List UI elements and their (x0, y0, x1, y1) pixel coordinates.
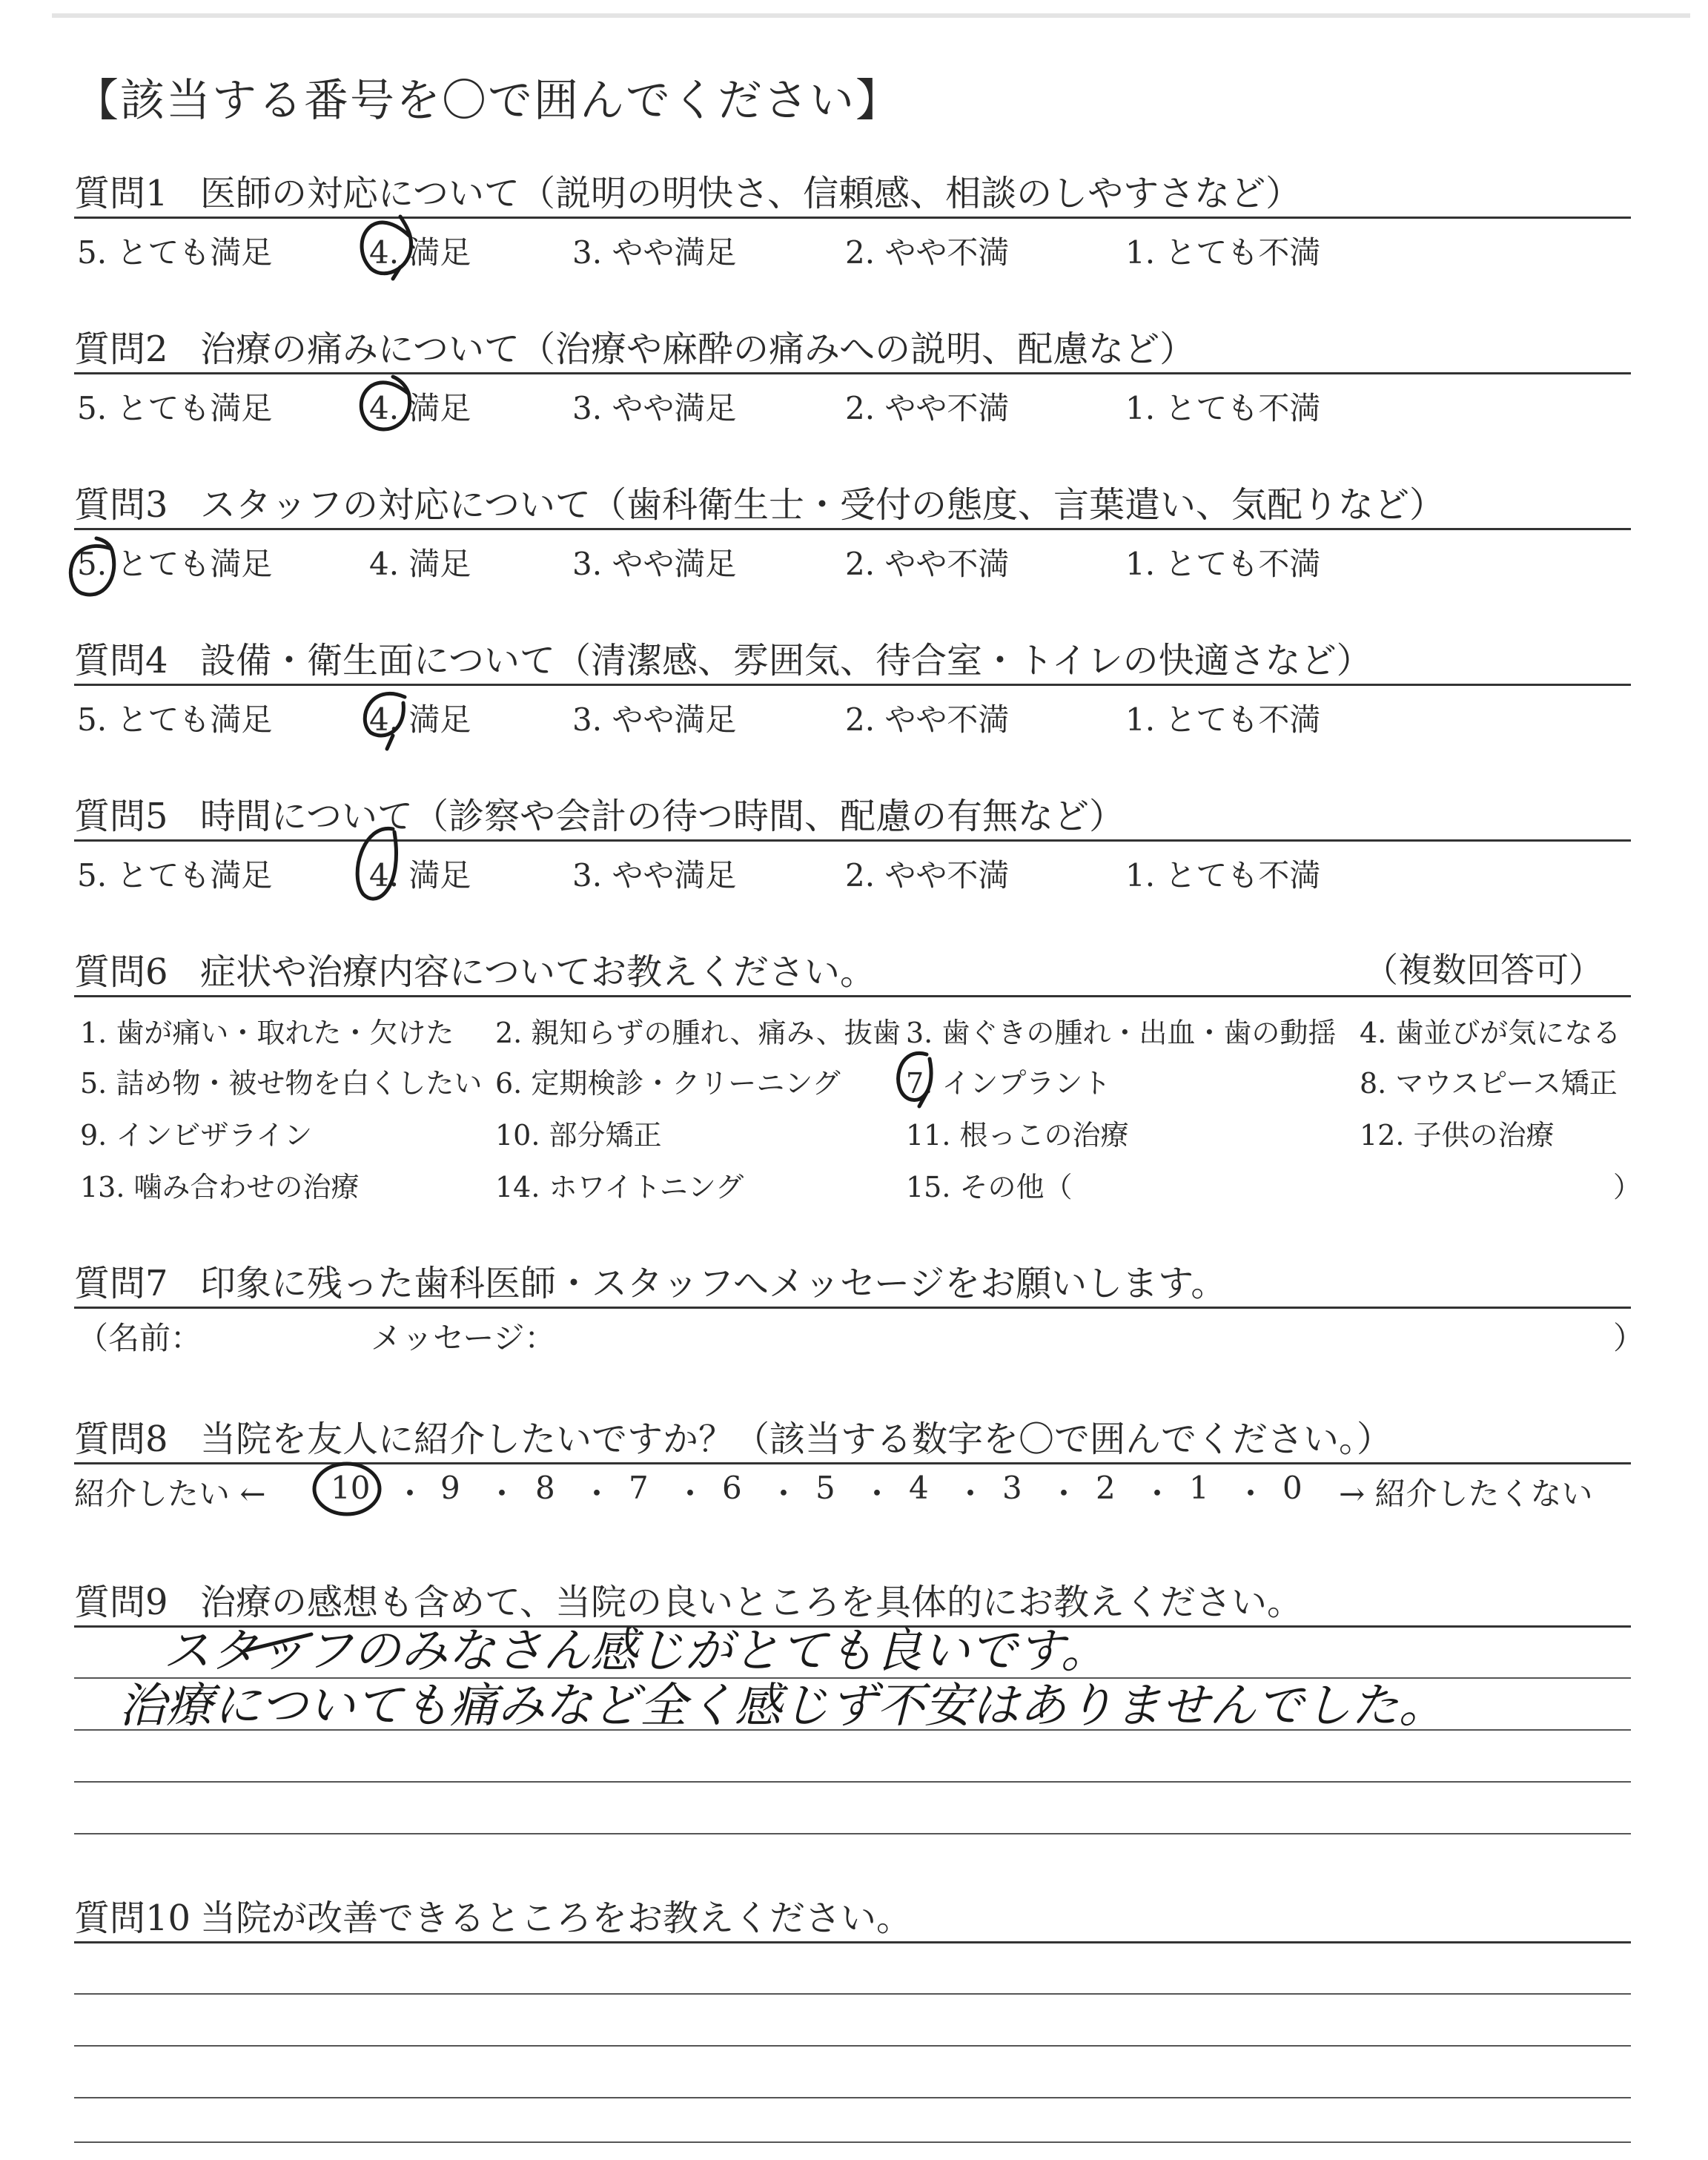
q1-option-3[interactable]: 3. やや満足 (572, 234, 737, 271)
q7-label: 質問7 (74, 1263, 168, 1304)
q8-dot: ・ (394, 1476, 426, 1512)
q10-answer-line[interactable] (74, 2141, 1631, 2143)
q9-answer-line-1: スタッフのみなさん感じがとても良いです。 (163, 1624, 1108, 1679)
q4-option-4[interactable]: 4. 満足 (369, 701, 471, 738)
q4-option-3[interactable]: 3. やや満足 (572, 701, 737, 738)
q6-item-1[interactable]: 1. 歯が痛い・取れた・欠けた (80, 1017, 454, 1049)
q2-option-1[interactable]: 1. とても不満 (1125, 390, 1321, 426)
q9-answer-line-2: 治療についても痛みなど全く感じず不安はありませんでした。 (119, 1679, 1446, 1734)
q6-rule (74, 995, 1631, 997)
q8-scale-8[interactable]: 8 (535, 1470, 555, 1506)
q5-option-3[interactable]: 3. やや満足 (572, 857, 737, 894)
q1-option-2[interactable]: 2. やや不満 (845, 234, 1010, 271)
q7-name-label[interactable]: （名前： (77, 1320, 202, 1356)
q5-title (74, 787, 1125, 839)
q8-scale-0[interactable]: 0 (1282, 1470, 1302, 1506)
q9-answer-line[interactable] (74, 1833, 1631, 1834)
q8-right-label: → 紹介したくない (1339, 1476, 1593, 1512)
q8-scale-4[interactable]: 4 (909, 1470, 929, 1506)
q7-rule (74, 1307, 1631, 1309)
q8-left-label: 紹介したい ← (74, 1476, 266, 1512)
q6-item-9[interactable]: 9. インビザライン (80, 1119, 313, 1152)
q4-option-5[interactable]: 5. とても満足 (77, 701, 273, 738)
q10-answer-line[interactable] (74, 1993, 1631, 1995)
q2-rule (74, 372, 1631, 374)
q6-item-8[interactable]: 8. マウスピース矯正 (1360, 1067, 1618, 1100)
q8-dot: ・ (768, 1476, 800, 1512)
q3-title (74, 476, 1445, 527)
q6-note: （複数回答可） (1364, 950, 1603, 990)
q9-answer-line[interactable] (74, 1729, 1631, 1731)
q6-text: 症状や治療内容についてお教えください。 (200, 951, 876, 993)
q9-strike-mark (245, 1634, 311, 1651)
q8-title (74, 1410, 1392, 1462)
q5-option-1[interactable]: 1. とても不満 (1125, 857, 1321, 894)
q2-label: 質問2 (74, 328, 168, 370)
q1-option-5[interactable]: 5. とても満足 (77, 234, 273, 271)
q8-dot: ・ (1048, 1476, 1080, 1512)
q8-scale-6[interactable]: 6 (722, 1470, 742, 1506)
q3-option-1[interactable]: 1. とても不満 (1125, 546, 1321, 582)
q3-option-5[interactable]: 5. とても満足 (77, 546, 273, 582)
q9-answer-line[interactable] (74, 1677, 1631, 1679)
q7-close-paren: ） (1613, 1320, 1645, 1356)
q10-label: 質問10 (74, 1898, 191, 1939)
q6-title (74, 943, 875, 994)
q6-item-13[interactable]: 13. 噛み合わせの治療 (80, 1171, 360, 1203)
q5-option-5[interactable]: 5. とても満足 (77, 857, 273, 894)
q4-label: 質問4 (74, 640, 168, 681)
q9-text: 治療の感想も含めて、当院の良いところを具体的にお教えください。 (200, 1582, 1303, 1623)
q3-option-3[interactable]: 3. やや満足 (572, 546, 737, 582)
q5-label: 質問5 (74, 796, 168, 837)
top-edge-line (52, 13, 1690, 18)
q3-rule (74, 528, 1631, 530)
q3-label: 質問3 (74, 484, 168, 526)
q6-item-4[interactable]: 4. 歯並びが気になる (1360, 1017, 1621, 1049)
q10-title (74, 1889, 912, 1941)
q4-option-1[interactable]: 1. とても不満 (1125, 701, 1321, 738)
q1-option-4[interactable]: 4. 満足 (369, 234, 471, 271)
q10-answer-line[interactable] (74, 2045, 1631, 2047)
q5-option-4[interactable]: 4. 満足 (369, 857, 471, 894)
q1-text: 医師の対応について（説明の明快さ、信頼感、相談のしやすさなど） (200, 173, 1302, 214)
q8-scale-10[interactable]: 10 (331, 1470, 371, 1506)
q8-scale-2[interactable]: 2 (1096, 1470, 1116, 1506)
q6-label: 質問6 (74, 951, 168, 993)
q8-scale-7[interactable]: 7 (629, 1470, 649, 1506)
q1-label: 質問1 (74, 173, 168, 214)
q7-title (74, 1255, 1226, 1306)
q2-option-5[interactable]: 5. とても満足 (77, 390, 273, 426)
q1-title (74, 165, 1301, 216)
q6-item-3[interactable]: 3. 歯ぐきの腫れ・出血・歯の動揺 (906, 1017, 1337, 1049)
q9-title (74, 1573, 1302, 1625)
q8-dot: ・ (1142, 1476, 1174, 1512)
q2-option-3[interactable]: 3. やや満足 (572, 390, 737, 426)
q2-title (74, 320, 1195, 371)
q6-item-2[interactable]: 2. 親知らずの腫れ、痛み、抜歯 (495, 1017, 901, 1049)
q4-title (74, 632, 1372, 683)
q8-dot: ・ (675, 1476, 706, 1512)
q7-message-label[interactable]: メッセージ： (371, 1320, 556, 1356)
q10-rule (74, 1941, 1631, 1943)
q3-option-4[interactable]: 4. 満足 (369, 546, 471, 582)
q6-item-6[interactable]: 6. 定期検診・クリーニング (495, 1067, 841, 1100)
q8-rule (74, 1462, 1631, 1464)
q4-rule (74, 684, 1631, 686)
q2-option-4[interactable]: 4. 満足 (369, 390, 471, 426)
q8-dot: ・ (486, 1476, 518, 1512)
q8-scale-5[interactable]: 5 (815, 1470, 835, 1506)
q6-close-paren: ） (1613, 1171, 1642, 1203)
q8-scale-3[interactable]: 3 (1002, 1470, 1022, 1506)
q6-item-5[interactable]: 5. 詰め物・被せ物を白くしたい (80, 1067, 483, 1100)
q1-option-1[interactable]: 1. とても不満 (1125, 234, 1321, 271)
q8-dot: ・ (1235, 1476, 1267, 1512)
q3-option-2[interactable]: 2. やや不満 (845, 546, 1010, 582)
q8-scale-1[interactable]: 1 (1189, 1470, 1209, 1506)
q6-item-11[interactable]: 11. 根っこの治療 (906, 1119, 1129, 1152)
q5-option-2[interactable]: 2. やや不満 (845, 857, 1010, 894)
q2-option-2[interactable]: 2. やや不満 (845, 390, 1010, 426)
q6-item-14[interactable]: 14. ホワイトニング (495, 1171, 744, 1203)
q6-item-7[interactable]: 7. インプラント (906, 1067, 1111, 1100)
q9-answer-line[interactable] (74, 1781, 1631, 1783)
q5-rule (74, 839, 1631, 842)
q9-rule (74, 1625, 1631, 1628)
q4-option-2[interactable]: 2. やや不満 (845, 701, 1010, 738)
q8-dot: ・ (861, 1476, 893, 1512)
q6-item-10[interactable]: 10. 部分矯正 (495, 1119, 662, 1152)
q1-rule (74, 217, 1631, 219)
q4-text: 設備・衛生面について（清潔感、雰囲気、待合室・トイレの快適さなど） (200, 640, 1372, 681)
q3-text: スタッフの対応について（歯科衛生士・受付の態度、言葉遣い、気配りなど） (200, 484, 1446, 526)
q10-text: 当院が改善できるところをお教えください。 (200, 1898, 913, 1939)
q6-item-12[interactable]: 12. 子供の治療 (1360, 1119, 1555, 1152)
q8-text: 当院を友人に紹介したいですか？（該当する数字を〇で囲んでください。） (200, 1418, 1393, 1460)
q2-text: 治療の痛みについて（治療や麻酔の痛みへの説明、配慮など） (200, 328, 1196, 370)
q8-label: 質問8 (74, 1418, 168, 1460)
q8-dot: ・ (581, 1476, 613, 1512)
page-title: 【該当する番号を〇で囲んでください】 (74, 75, 901, 127)
q8-scale-9[interactable]: 9 (440, 1470, 460, 1506)
q8-dot: ・ (955, 1476, 987, 1512)
q6-item-15[interactable]: 15. その他（ (906, 1171, 1073, 1203)
q10-answer-line[interactable] (74, 2097, 1631, 2098)
q5-text: 時間について（診察や会計の待つ時間、配慮の有無など） (200, 796, 1125, 837)
q9-label: 質問9 (74, 1582, 168, 1623)
q7-text: 印象に残った歯科医師・スタッフへメッセージをお願いします。 (200, 1263, 1227, 1304)
